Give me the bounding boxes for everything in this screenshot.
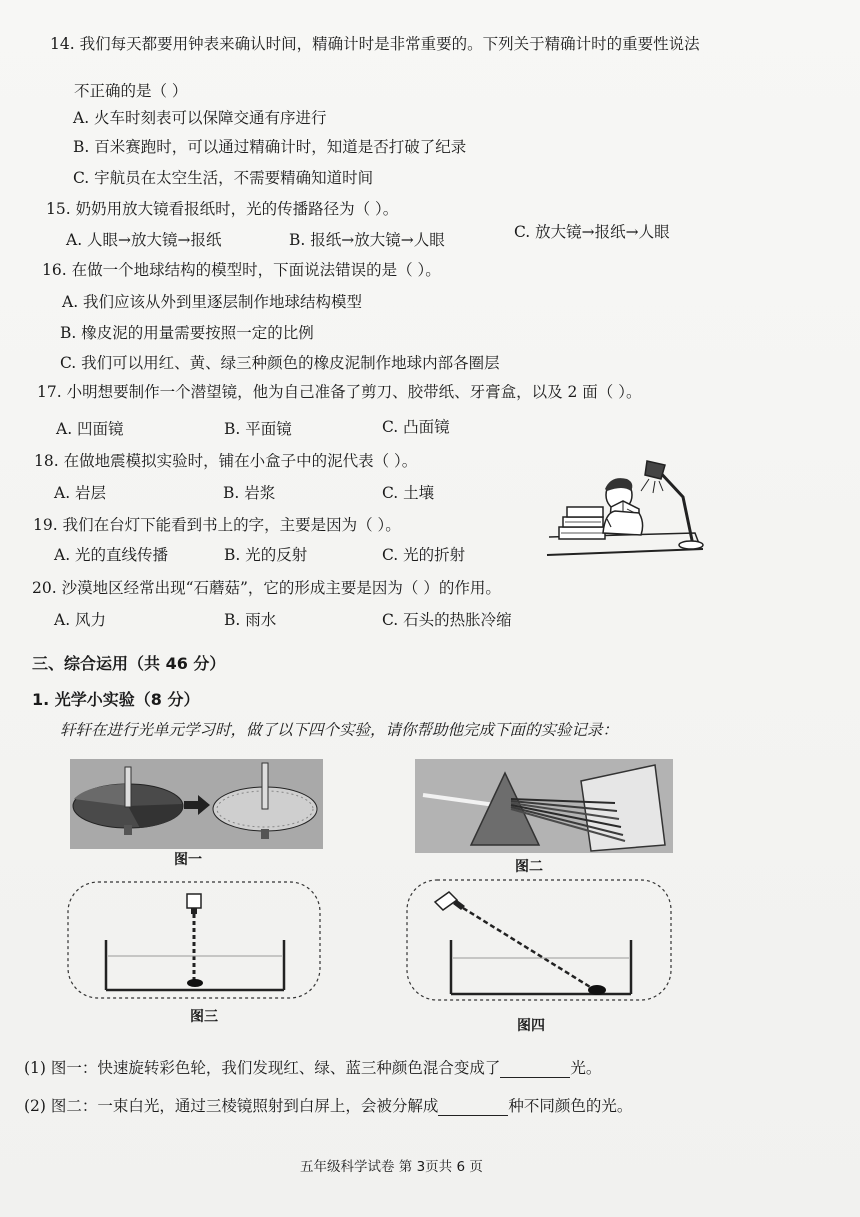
fill-in-item-1-tail: 光。 <box>570 1059 602 1077</box>
fill-in-item-1 <box>24 1058 601 1078</box>
figure-2-caption: 图二 <box>515 859 543 875</box>
answer-blank-1[interactable] <box>500 1077 570 1078</box>
figure-3-vertical-light <box>66 880 322 1000</box>
q16-option-a: A. 我们应该从外到里逐层制作地球结构模型 <box>62 293 363 311</box>
page-footer: 五年级科学试卷 第 3页共 6 页 <box>300 1159 483 1175</box>
q19-stem: 19. 我们在台灯下能看到书上的字，主要是因为（ ）。 <box>33 516 401 534</box>
q15-option-a: A. 人眼→放大镜→报纸 <box>66 231 222 249</box>
q16-option-c: C. 我们可以用红、黄、绿三种颜色的橡皮泥制作地球内部各圈层 <box>60 354 500 372</box>
figure-1-color-wheel <box>70 759 323 849</box>
q20-stem: 20. 沙漠地区经常出现“石蘑菇”，它的形成主要是因为（ ）的作用。 <box>32 579 501 597</box>
q17-option-c: C. 凸面镜 <box>382 418 450 436</box>
q18-stem: 18. 在做地震模拟实验时，铺在小盒子中的泥代表（ ）。 <box>34 452 418 470</box>
q18-option-b: B. 岩浆 <box>223 484 276 502</box>
fill-in-item-2-text: (2) 图二：一束白光，通过三棱镜照射到白屏上，会被分解成 <box>24 1097 439 1115</box>
reading-lamp-illustration <box>545 457 705 561</box>
q19-option-c: C. 光的折射 <box>382 546 466 564</box>
figure-2-prism <box>415 759 673 853</box>
q15-stem: 15. 奶奶用放大镜看报纸时，光的传播路径为（ ）。 <box>46 200 399 218</box>
figure-1-caption: 图一 <box>174 852 202 868</box>
q15-option-c: C. 放大镜→报纸→人眼 <box>514 223 670 241</box>
section3-title: 三、综合运用（共 46 分） <box>32 654 226 673</box>
q17-stem: 17. 小明想要制作一个潜望镜，他为自己准备了剪刀、胶带纸、牙膏盒，以及 2 面（ ）。 <box>37 383 642 401</box>
q20-option-a: A. 风力 <box>54 611 107 629</box>
fill-in-item-1-text: (1) 图一：快速旋转彩色轮，我们发现红、绿、蓝三种颜色混合变成了 <box>24 1059 501 1077</box>
figure-3-caption: 图三 <box>190 1009 218 1025</box>
q17-option-a: A. 凹面镜 <box>56 420 124 438</box>
q20-option-c: C. 石头的热胀冷缩 <box>382 611 512 629</box>
experiment-intro: 轩轩在进行光单元学习时，做了以下四个实验，请你帮助他完成下面的实验记录： <box>60 721 619 739</box>
q18-option-c: C. 土壤 <box>382 484 435 502</box>
q16-option-b: B. 橡皮泥的用量需要按照一定的比例 <box>60 324 314 342</box>
answer-blank-2[interactable] <box>438 1115 508 1116</box>
q20-option-b: B. 雨水 <box>224 611 277 629</box>
fill-in-item-2 <box>24 1096 632 1116</box>
q14-option-b: B. 百米赛跑时，可以通过精确计时，知道是否打破了纪录 <box>73 138 467 156</box>
q19-option-a: A. 光的直线传播 <box>54 546 169 564</box>
q18-option-a: A. 岩层 <box>54 484 107 502</box>
fill-in-item-2-tail: 种不同颜色的光。 <box>508 1097 633 1115</box>
q19-option-b: B. 光的反射 <box>224 546 308 564</box>
q17-option-b: B. 平面镜 <box>224 420 292 438</box>
q14-option-a: A. 火车时刻表可以保障交通有序进行 <box>73 109 327 127</box>
q14-stem-line1: 14. 我们每天都要用钟表来确认时间，精确计时是非常重要的。下列关于精确计时的重要性说法 <box>50 35 700 53</box>
figure-4-oblique-light <box>405 878 673 1002</box>
q16-stem: 16. 在做一个地球结构的模型时，下面说法错误的是（ ）。 <box>42 261 441 279</box>
figure-4-caption: 图四 <box>517 1018 545 1034</box>
q15-option-b: B. 报纸→放大镜→人眼 <box>289 231 445 249</box>
section3-subtitle: 1. 光学小实验（8 分） <box>32 690 200 709</box>
q14-option-c: C. 宇航员在太空生活，不需要精确知道时间 <box>73 169 374 187</box>
q14-stem-line2: 不正确的是（ ） <box>74 82 188 100</box>
